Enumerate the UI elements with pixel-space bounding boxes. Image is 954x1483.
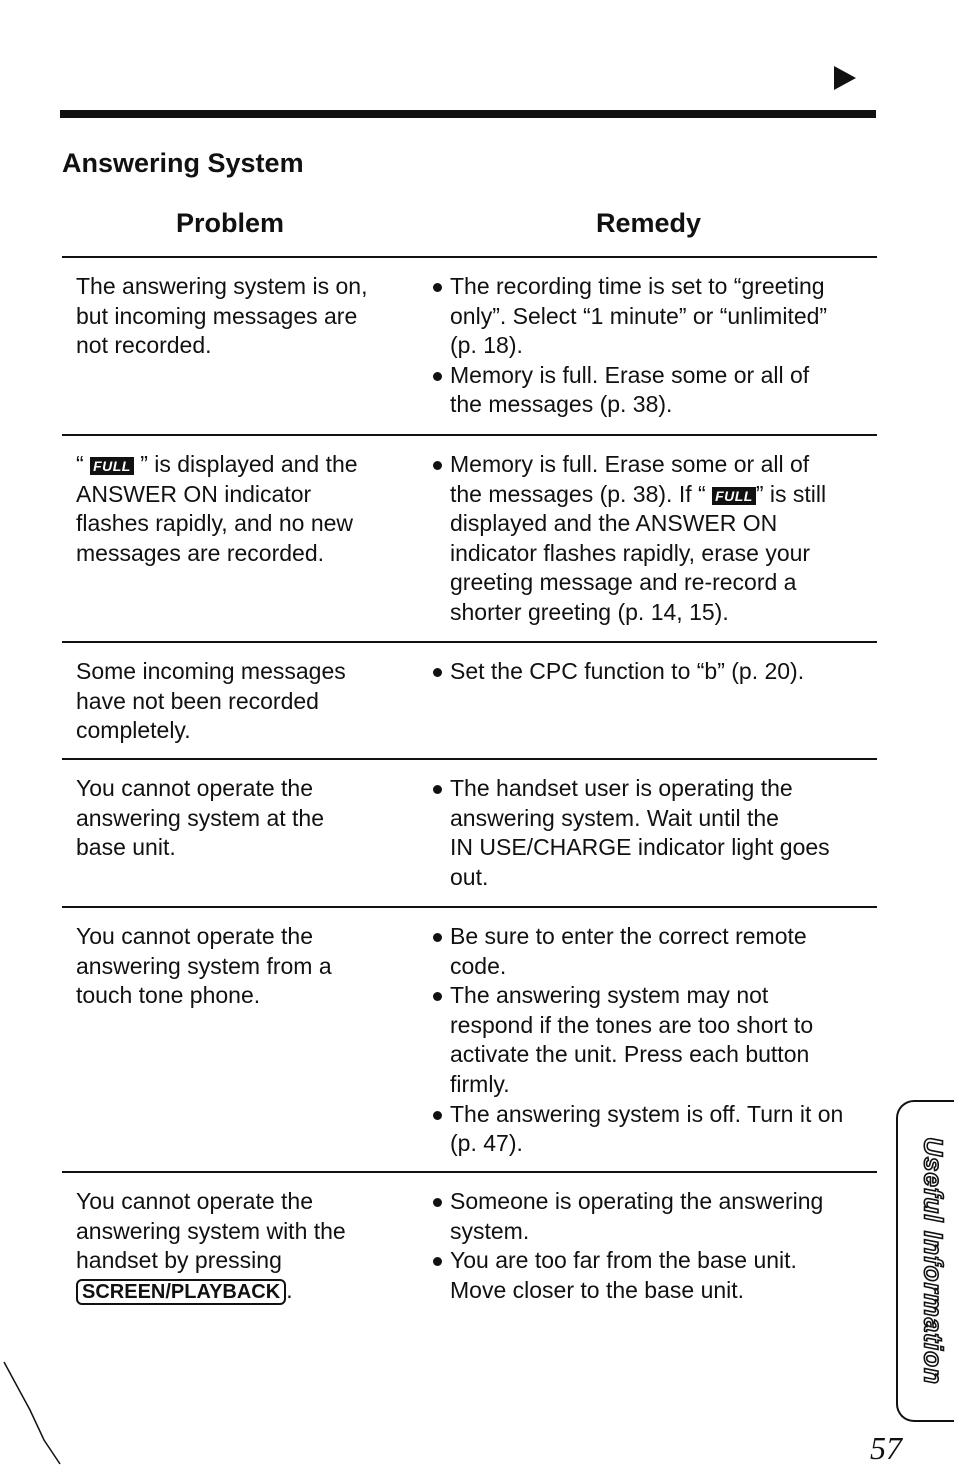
problem-cell	[62, 774, 426, 906]
problem-line: handset by pressing	[76, 1247, 282, 1274]
continue-arrow-icon	[834, 66, 856, 90]
table-row	[62, 758, 877, 906]
problem-cell	[62, 272, 426, 434]
problem-line: completely.	[76, 717, 191, 744]
problem-line: but incoming messages are	[76, 302, 358, 329]
remedy-item	[426, 981, 877, 1099]
bullet-icon	[433, 461, 442, 470]
bullet-icon	[433, 668, 442, 677]
remedy-line: only”. Select “1 minute” or “unlimited”	[450, 302, 828, 329]
remedy-cell	[426, 1187, 877, 1321]
scan-mark	[0, 1360, 80, 1470]
remedy-line: (p. 18).	[450, 332, 523, 359]
remedy-line: respond if the tones are too short to	[450, 1011, 814, 1038]
problem-line: ANSWER ON indicator	[76, 480, 312, 507]
remedy-line: Set the CPC function to “b” (p. 20).	[450, 658, 805, 684]
troubleshooting-table	[62, 256, 877, 1321]
problem-line: messages are recorded.	[76, 539, 325, 566]
remedy-cell	[426, 657, 877, 758]
table-row	[62, 906, 877, 1171]
remedy-cell	[426, 922, 877, 1171]
column-header-problem: Problem	[176, 208, 285, 238]
problem-cell	[62, 657, 426, 758]
problem-line: touch tone phone.	[76, 982, 261, 1009]
remedy-line: (p. 47).	[450, 1130, 523, 1157]
remedy-item	[426, 450, 877, 628]
remedy-item	[426, 657, 877, 687]
bullet-icon	[433, 992, 442, 1001]
table-row	[62, 1171, 877, 1321]
bullet-icon	[433, 1198, 442, 1207]
problem-cell	[62, 1187, 426, 1321]
problem-text: “	[76, 451, 91, 477]
remedy-line: The answering system may not	[450, 982, 769, 1009]
problem-line: You cannot operate the	[76, 923, 314, 949]
remedy-cell	[426, 774, 877, 906]
problem-line: not recorded.	[76, 332, 212, 359]
remedy-line: out.	[450, 863, 489, 890]
problem-line: have not been recorded	[76, 687, 319, 714]
remedy-line: firmly.	[450, 1070, 510, 1097]
remedy-line: activate the unit. Press each button	[450, 1041, 810, 1068]
remedy-line: code.	[450, 952, 507, 979]
remedy-item	[426, 361, 877, 420]
remedy-item	[426, 1246, 877, 1305]
remedy-cell	[426, 272, 877, 434]
problem-cell	[62, 922, 426, 1171]
remedy-line: greeting message and re-record a	[450, 569, 797, 596]
header-rule	[60, 110, 876, 118]
bullet-icon	[433, 372, 442, 381]
remedy-line: The answering system is off. Turn it on	[450, 1100, 844, 1127]
remedy-line: system.	[450, 1217, 530, 1244]
remedy-line: IN USE/CHARGE indicator light goes	[450, 834, 830, 861]
bullet-icon	[433, 933, 442, 942]
table-row	[62, 641, 877, 758]
problem-line: flashes rapidly, and no new	[76, 510, 354, 537]
remedy-line: The handset user is operating the	[450, 775, 793, 801]
problem-line: The answering system is on,	[76, 273, 368, 299]
table-row	[62, 434, 877, 641]
remedy-line: You are too far from the base unit.	[450, 1247, 797, 1274]
remedy-item	[426, 1100, 877, 1159]
side-tab-label: Useful Information	[918, 1137, 949, 1385]
problem-text: ” is displayed and the	[133, 451, 358, 477]
remedy-line: indicator flashes rapidly, erase your	[450, 539, 811, 566]
remedy-line: The recording time is set to “greeting	[450, 273, 825, 299]
bullet-icon	[433, 785, 442, 794]
problem-cell	[62, 450, 426, 641]
problem-line: You cannot operate the	[76, 775, 314, 801]
remedy-cell	[426, 450, 877, 641]
bullet-icon	[433, 283, 442, 292]
remedy-line: the messages (p. 38).	[450, 391, 673, 418]
remedy-item	[426, 1187, 877, 1246]
remedy-line	[450, 480, 877, 510]
remedy-text: the messages (p. 38). If “	[450, 480, 713, 507]
table-row	[62, 256, 877, 434]
remedy-text: ” is still	[755, 480, 827, 507]
problem-line	[76, 1276, 426, 1306]
column-header-remedy: Remedy	[596, 208, 702, 238]
remedy-line: displayed and the ANSWER ON	[450, 510, 778, 537]
problem-line: Some incoming messages	[76, 658, 346, 684]
remedy-line: Memory is full. Erase some or all of	[450, 361, 810, 388]
remedy-line: Move closer to the base unit.	[450, 1276, 745, 1303]
remedy-item	[426, 272, 877, 361]
problem-line: base unit.	[76, 834, 176, 861]
remedy-line: Be sure to enter the correct remote	[450, 923, 807, 949]
bullet-icon	[433, 1111, 442, 1120]
section-title: Answering System	[62, 148, 304, 178]
full-icon: FULL	[90, 457, 134, 475]
problem-text: .	[286, 1276, 293, 1303]
bullet-icon	[433, 1257, 442, 1266]
full-icon: FULL	[712, 487, 756, 505]
remedy-line: shorter greeting (p. 14, 15).	[450, 598, 729, 625]
problem-line: answering system at the	[76, 804, 325, 831]
page-number: 57	[870, 1430, 902, 1466]
problem-line	[76, 450, 426, 480]
remedy-line: Memory is full. Erase some or all of	[450, 451, 810, 477]
side-tab	[896, 1100, 954, 1422]
remedy-item	[426, 922, 877, 981]
remedy-line: Someone is operating the answering	[450, 1188, 824, 1214]
problem-line: You cannot operate the	[76, 1188, 314, 1214]
screen-playback-key: SCREEN/PLAYBACK	[76, 1279, 286, 1305]
problem-line: answering system from a	[76, 952, 332, 979]
remedy-item	[426, 774, 877, 892]
remedy-line: answering system. Wait until the	[450, 804, 779, 831]
problem-line: answering system with the	[76, 1217, 346, 1244]
